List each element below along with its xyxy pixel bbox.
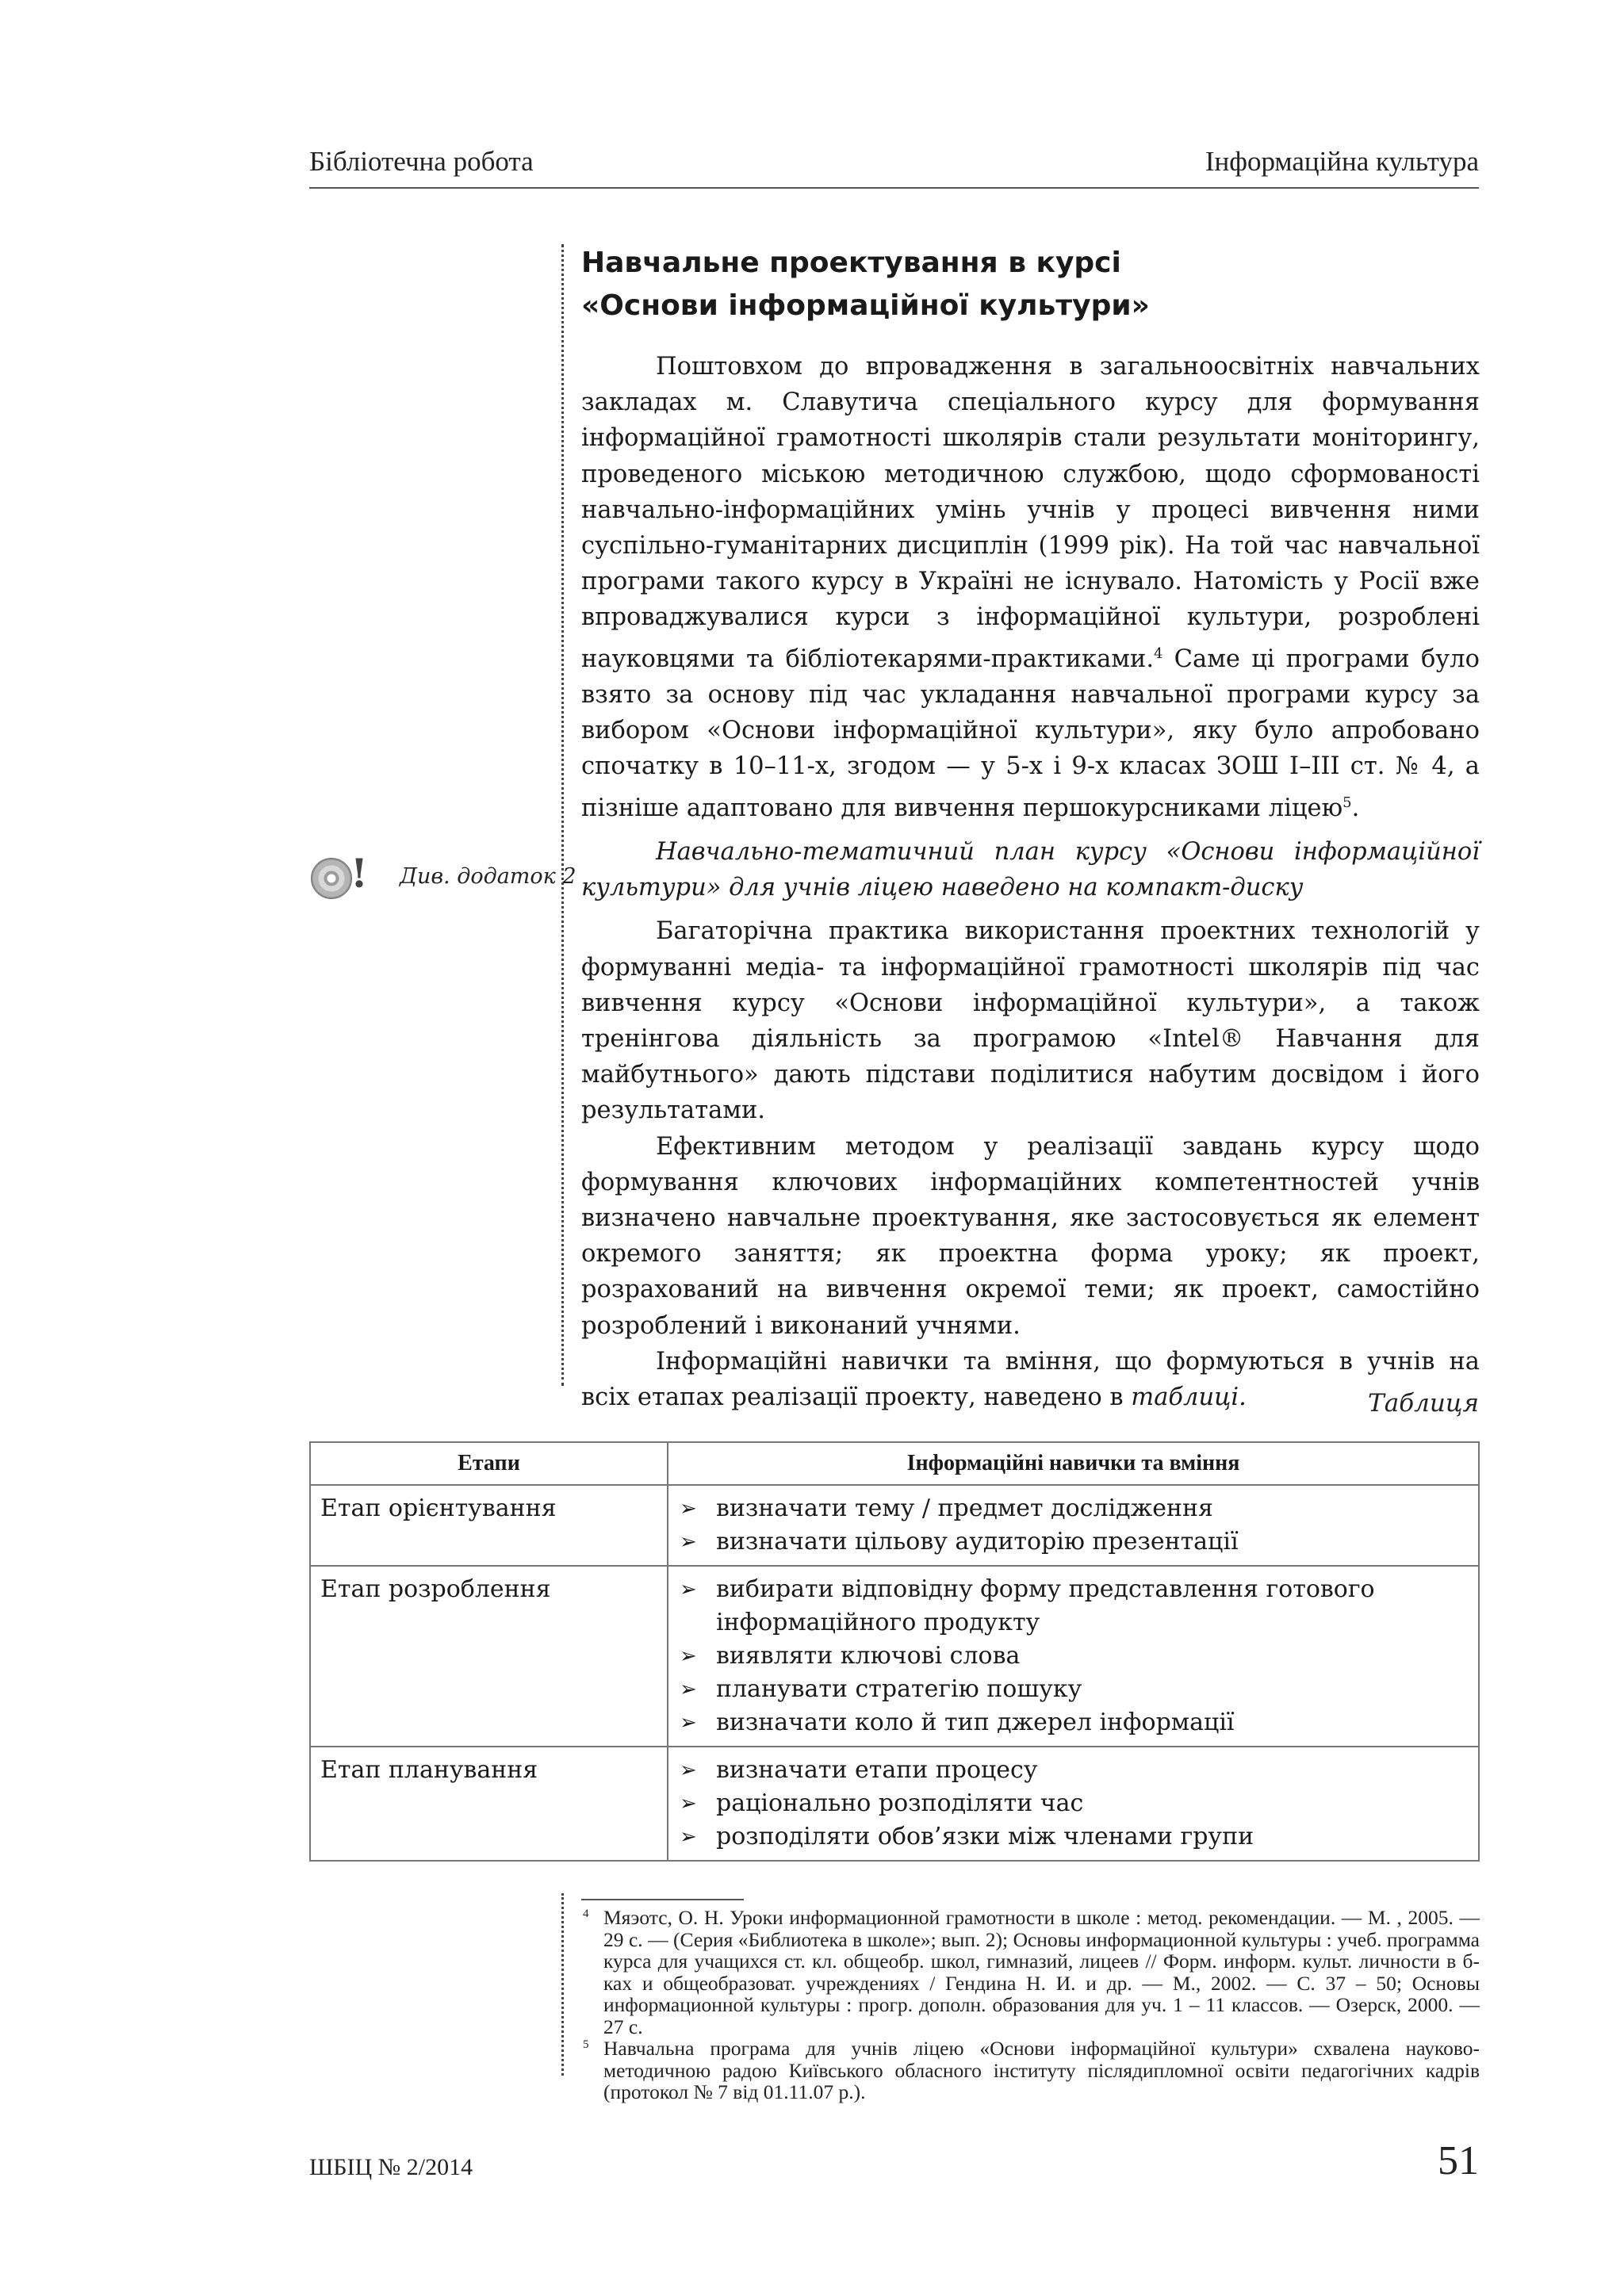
arrow-bullet-icon: ➢ — [680, 1644, 697, 1668]
header-section-right: Інформаційна культура — [1205, 146, 1479, 177]
article-title-line-1: Навчальне проектування в курсі — [581, 247, 1121, 279]
stage-cell: Етап розроблення — [310, 1566, 668, 1747]
arrow-bullet-icon: ➢ — [680, 1825, 697, 1849]
table-row — [310, 1747, 1479, 1861]
margin-dotted-rule — [561, 244, 564, 1386]
list-item: ➢ планувати стратегію пошуку — [678, 1673, 1469, 1706]
arrow-bullet-icon: ➢ — [680, 1578, 697, 1601]
table-header-skills: Інформаційні навички та вміння — [668, 1442, 1479, 1485]
article-body — [581, 349, 1480, 1415]
arrow-bullet-icon: ➢ — [680, 1678, 697, 1701]
skills-table — [309, 1441, 1480, 1862]
exclamation-icon: ! — [350, 850, 368, 897]
stage-cell: Етап планування — [310, 1747, 668, 1861]
list-item: ➢ виявляти ключові слова — [678, 1640, 1469, 1673]
arrow-bullet-icon: ➢ — [680, 1758, 697, 1782]
list-item: ➢ розподіляти обов’язки між членами групи — [678, 1820, 1469, 1854]
table-reference: таблиці. — [1131, 1383, 1247, 1411]
list-item: ➢ визначати тему / предмет дослідження — [678, 1492, 1469, 1525]
footnotes — [581, 1907, 1480, 2103]
header-section-left: Бібліотечна робота — [309, 146, 534, 177]
paragraph-appendix-note: Навчально-тематичний план курсу «Основи інформаційної культури» для учнів ліцею наведено на компакт-диску — [581, 837, 1480, 902]
article-title-line-2: «Основи інформаційної культури» — [581, 289, 1150, 322]
list-item: ➢ визначати етапи процесу — [678, 1754, 1469, 1787]
footnote-ref-4[interactable]: 4 — [1154, 645, 1163, 662]
cd-disc-icon — [311, 858, 352, 899]
arrow-bullet-icon: ➢ — [680, 1497, 697, 1521]
table-row — [310, 1485, 1479, 1566]
journal-issue: ШБІЦ № 2/2014 — [309, 2154, 473, 2180]
list-item: ➢ визначати цільову аудиторію презентації — [678, 1525, 1469, 1559]
article-title — [581, 242, 1493, 327]
side-note-label: Див. додаток 2 — [400, 864, 576, 889]
table-caption: Таблиця — [1368, 1389, 1479, 1418]
footnote-dotted-rule — [561, 1893, 564, 2076]
paragraph-1: Поштовхом до впровадження в загальноосвітніх навчальних закладах м. Славутича спеціального курсу для формування інформаційної грамотності школярів стали результати моніторингу, проведеного міською методичною службою, щодо сформованості навчально-інформаційних умінь учнів у процесі вивчення ними суспільно-гуманітарних дисциплін (1999 рік). На той час навчальної програми такого курсу в Україні не існувало. Натомість у Росії вже впроваджувалися курси з інформаційної культури, розроблені науковцями та бібліотекарями-практиками.$^4$ Саме ці програми було взято за основу під час укладання навчальної програми курсу за вибором «Основи інформаційної культури», яку було апробовано спочатку в 10–11-х, згодом — у 5-х і 9-х класах ЗОШ І–ІІІ ст. № 4, а пізніше адаптовано для вивчення першокурсниками ліцею$^5$. — [581, 353, 1480, 822]
paragraph-3: Багаторічна практика використання проектних технологій у формуванні медіа- та інформаційної грамотності школярів під час вивчення курсу «Основи інформаційної культури», а також тренінгова діяльність за програмою «Intel® Навчання для майбутнього» дають підстави поділитися набутим досвідом і його результатами. — [581, 917, 1480, 1125]
skills-cell — [668, 1566, 1479, 1747]
footnote-4: 4 Мяэотс, О. Н. Уроки информационной грамотности в школе : метод. рекомендации. — М. , 2005. — 29 с. — (Серия «Библиотека в школе»; вып. 2); Основы информационной культуры : учеб. программа курса для учащихся ст. кл. общеобр. школ, гимназий, лицеев // Форм. информ. культ. личности в б-ках и общеобразоват. учреждениях / Гендина Н. И. и др. — М., 2002. — С. 37 – 50; Основы информационной культуры : прогр. дополн. образования для уч. 1 – 11 классов. — Озерск, 2000. — 27 с. — [581, 1907, 1480, 2038]
list-item: ➢ раціонально розподіляти час — [678, 1787, 1469, 1820]
skills-cell — [668, 1747, 1479, 1861]
footnote-5: 5 Навчальна програма для учнів ліцею «Основи інформаційної культури» схвалена науково-методичною радою Київського обласного інституту післядипломної освіти педагогічних кадрів (протокол № 7 від 01.11.07 р.). — [581, 2038, 1480, 2103]
table-header-row — [310, 1442, 1479, 1485]
paragraph-4: Ефективним методом у реалізації завдань курсу щодо формування ключових інформаційних компетентностей учнів визначено навчальне проектування, яке застосовується як елемент окремого заняття; як проектна форма уроку; як проект, розрахований на вивчення окремої теми; як проект, самостійно розроблений і виконаний учнями. — [581, 1132, 1480, 1340]
footnote-number: 4 — [583, 1908, 589, 1920]
page-number: 51 — [1438, 2138, 1479, 2183]
footnote-divider — [581, 1899, 744, 1900]
arrow-bullet-icon: ➢ — [680, 1711, 697, 1735]
arrow-bullet-icon: ➢ — [680, 1530, 697, 1554]
arrow-bullet-icon: ➢ — [680, 1792, 697, 1816]
footnote-ref-5[interactable]: 5 — [1342, 794, 1352, 811]
running-header — [309, 146, 1479, 181]
paragraph-5: Інформаційні навички та вміння, що формуються в учнів на всіх етапах реалізації проекту, наведено в таблиці. — [581, 1347, 1480, 1411]
table-row — [310, 1566, 1479, 1747]
stage-cell: Етап орієнтування — [310, 1485, 668, 1566]
skills-cell — [668, 1485, 1479, 1566]
footnote-number: 5 — [583, 2038, 589, 2051]
list-item: ➢ вибирати відповідну форму представлення готового інформаційного продукту — [678, 1573, 1469, 1640]
side-note — [311, 850, 576, 910]
list-item: ➢ визначати коло й тип джерел інформації — [678, 1706, 1469, 1739]
header-divider — [309, 187, 1479, 189]
table-header-stages: Етапи — [310, 1442, 668, 1485]
